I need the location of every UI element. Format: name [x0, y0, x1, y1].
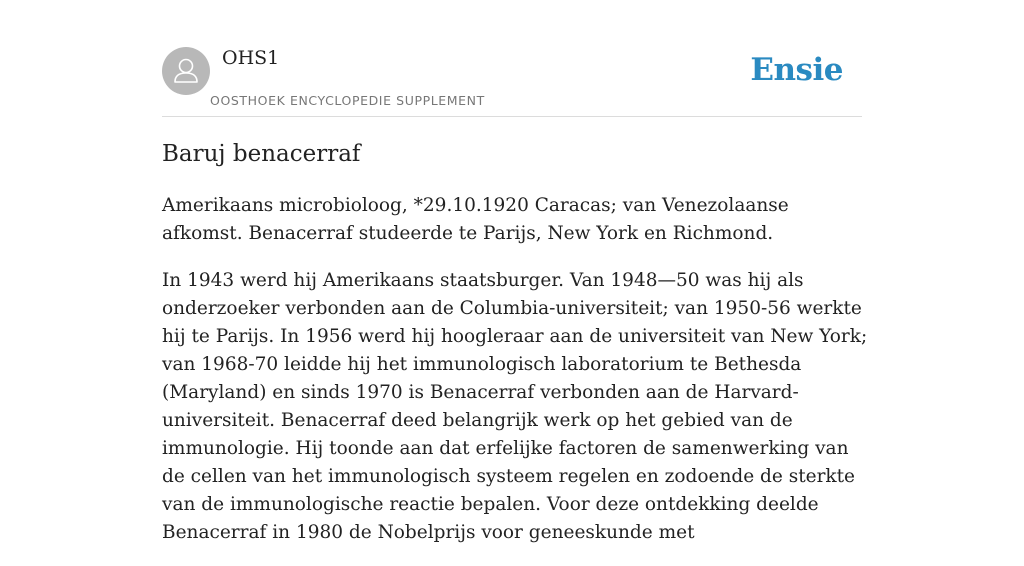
article-title: Baruj benacerraf — [162, 141, 361, 167]
user-icon — [162, 47, 210, 95]
brand-logo[interactable]: Ensie — [750, 52, 843, 88]
source-label: OOSTHOEK ENCYCLOPEDIE SUPPLEMENT — [210, 93, 485, 108]
user-name[interactable]: OHS1 — [222, 47, 280, 69]
article-body — [162, 192, 872, 566]
header — [162, 44, 862, 117]
avatar[interactable] — [162, 47, 210, 95]
paragraph: In 1943 werd hij Amerikaans staatsburger. Van 1948—50 was hij als onderzoeker verbonden aan de Columbia-universiteit; van 1950-56 werkte hij te Parijs. In 1956 werd hij hoogleraar aan de universiteit van New York; van 1968-70 leidde hij het immunologisch laboratorium te Bethesda (Maryland) en sinds 1970 is Benacerraf verbonden aan de Harvard-universiteit. Benacerraf deed belangrijk werk op het gebied van de immunologie. Hij toonde aan dat erfelijke factoren de samenwerking van de cellen van het immunologisch systeem regelen en zodoende de sterkte van de immunologische reactie bepalen. Voor deze ontdekking deelde Benacerraf in 1980 de Nobelprijs voor geneeskunde met — [162, 270, 868, 543]
paragraph: Amerikaans microbioloog, *29.10.1920 Caracas; van Venezolaanse afkomst. Benacerraf studeerde te Parijs, New York en Richmond. — [162, 195, 789, 244]
